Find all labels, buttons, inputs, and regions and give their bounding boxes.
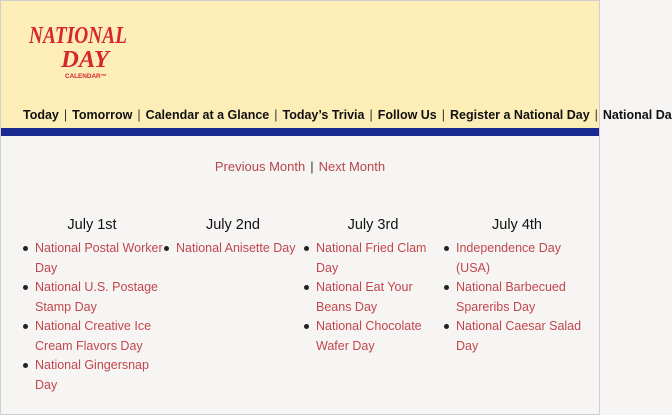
list-item[interactable]: Independence Day (USA) — [442, 239, 592, 278]
nav-calendar-at-a-glance[interactable]: Calendar at a Glance — [145, 108, 270, 122]
nav-national-days-truncated[interactable]: National Da — [602, 108, 672, 122]
logo-line-calendar: CALENDAR™ — [65, 74, 105, 80]
nav-follow-us[interactable]: Follow Us — [377, 108, 437, 122]
list-item[interactable]: National Gingersnap Day — [21, 356, 163, 395]
list-item[interactable]: National Anisette Day — [162, 239, 304, 259]
nav-today[interactable]: Today — [23, 108, 59, 122]
day-column-july-2 — [162, 215, 304, 259]
previous-month-link[interactable]: Previous Month — [214, 159, 306, 174]
day-column-july-4 — [442, 215, 592, 356]
nav-separator: | — [441, 108, 446, 122]
list-item[interactable]: National Eat Your Beans Day — [302, 278, 444, 317]
list-item[interactable]: National Chocolate Wafer Day — [302, 317, 444, 356]
day-heading: July 1st — [67, 217, 117, 233]
day-heading: July 4th — [492, 217, 542, 233]
day-column-july-3 — [302, 215, 444, 356]
list-item[interactable]: National Creative Ice Cream Flavors Day — [21, 317, 163, 356]
national-day-calendar-logo[interactable] — [25, 15, 135, 85]
day-heading: July 3rd — [347, 217, 399, 233]
day-column-july-1 — [21, 215, 163, 395]
day-entry-list — [302, 239, 444, 356]
nav-tomorrow[interactable]: Tomorrow — [72, 108, 133, 122]
logo-line-day: DAY — [59, 47, 112, 73]
list-item[interactable]: National Caesar Salad Day — [442, 317, 592, 356]
main-navigation — [23, 108, 672, 122]
day-entry-list — [162, 239, 304, 259]
nav-separator: | — [274, 108, 278, 122]
list-item[interactable]: National U.S. Postage Stamp Day — [21, 278, 163, 317]
month-nav-separator: | — [310, 159, 314, 174]
logo-line-national: NATIONAL — [28, 23, 127, 49]
next-month-link[interactable]: Next Month — [318, 159, 386, 174]
nav-accent-bar — [1, 128, 599, 136]
day-entry-list — [21, 239, 163, 395]
list-item[interactable]: National Fried Clam Day — [302, 239, 444, 278]
month-navigation — [1, 159, 599, 174]
list-item[interactable]: National Barbecued Spareribs Day — [442, 278, 592, 317]
nav-todays-trivia[interactable]: Today’s Trivia — [282, 108, 365, 122]
nav-separator: | — [369, 108, 373, 122]
nav-separator: | — [137, 108, 141, 122]
day-entry-list — [442, 239, 592, 356]
nav-register-a-national-day[interactable]: Register a National Day — [450, 108, 590, 122]
list-item[interactable]: National Postal Worker Day — [21, 239, 163, 278]
day-heading: July 2nd — [205, 217, 260, 233]
nav-separator: | — [594, 108, 598, 122]
nav-separator: | — [63, 108, 68, 122]
site-header — [1, 1, 672, 129]
